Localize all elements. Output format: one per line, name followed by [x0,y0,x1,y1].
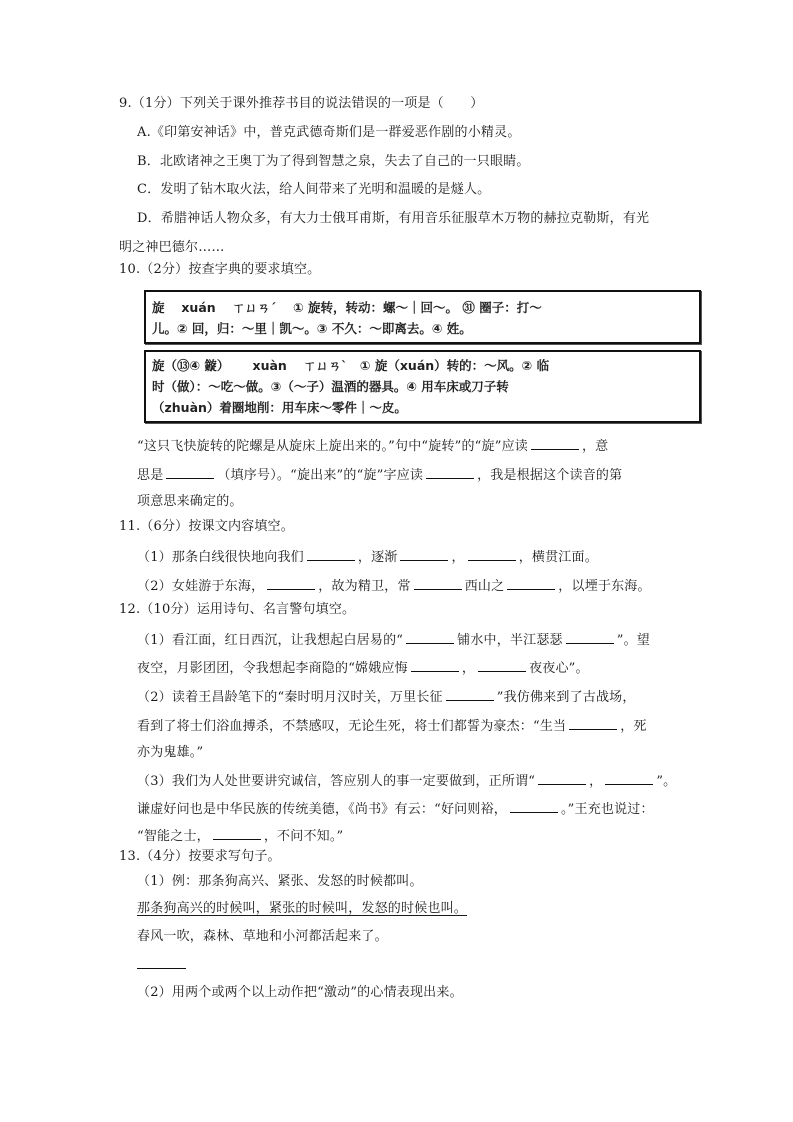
text: 谦虚好问也是中华民族的传统美德，《尚书》有云：“好问则裕， [137,802,507,817]
text: ，逐渐 [357,550,398,565]
text: ，意 [581,439,609,454]
q9-option-c: C．发明了钻木取火法，给人间带来了光明和温暖的是燧人。 [137,182,491,197]
blank[interactable] [468,547,516,561]
blank[interactable] [213,826,261,840]
q12-stem: 12.（10分）运用诗句、名言警句填空。 [119,602,356,617]
text: 夜空，月影团团，令我想起李商隐的“嫦娥应悔 [137,661,408,676]
blank-pinyin-2[interactable] [426,465,474,479]
q13-stem: 13.（4分）按要求写句子。 [119,849,281,864]
text: ，以堙于东海。 [558,579,651,594]
q9-option-a: A.《印第安神话》中，普克武德奇斯们是一群爱恶作剧的小精灵。 [137,125,521,140]
dict2-line3: （zhuàn）着圈地削：用车床～零件｜～皮。 [152,400,407,415]
text: 西山之 [464,579,505,594]
text: ，横贯江面。 [518,550,598,565]
q11-sentence-1 [137,547,598,567]
q9-stem: 9.（1分）下列关于课外推荐书目的说法错误的一项是（ ） [119,96,484,111]
blank-meaning-number[interactable] [166,465,214,479]
q10-text-line1 [137,436,608,456]
text: （填序号）。“旋出来”的“旋”字应读 [217,468,424,483]
dict2-line1: 旋（⑬④ 鏇） xuàn ㄒㄩㄢˋ ① 旋（xuán）转的：～风。② 临 [152,358,550,373]
text: （3）我们为人处世要讲究诚信，答应别人的事一定要做到，正所谓“ [137,774,536,789]
blank[interactable] [605,771,653,785]
q12-part3-line3 [137,826,343,846]
text: ，死 [620,719,647,734]
text: ， [589,774,603,789]
text: （1）那条白线很快地向我们 [137,550,304,565]
blank[interactable] [478,658,526,672]
q13-part1-instruction: （1）例：那条狗高兴、紧张、发怒的时候都叫。 [137,874,423,889]
blank[interactable] [566,630,614,644]
dict2-line2: 时（做）：～吃～做。③（～子）温酒的器具。④ 用车床或刀子转 [152,379,509,394]
q13-example-answer: 那条狗高兴的时候叫，紧张的时候叫，发怒的时候也叫。 [137,901,468,916]
blank[interactable] [510,799,558,813]
text: 思是 [137,468,164,483]
blank[interactable] [507,576,555,590]
blank[interactable] [411,658,459,672]
blank[interactable] [569,716,617,730]
q11-stem: 11.（6分）按课文内容填空。 [119,519,294,534]
blank[interactable] [446,687,494,701]
q12-part3-line2 [137,799,654,819]
q12-part1-line2 [137,658,589,678]
text: ，故为精卫，常 [318,579,411,594]
blank[interactable] [307,547,355,561]
dict1-line2: 儿。② 回，归：～里｜凯～。③ 不久：～即离去。④ 姓。 [152,321,472,336]
q12-part2-line1 [137,687,636,707]
text: 。”王充也说过： [560,802,654,817]
q12-part3-line1 [137,771,676,791]
text: ”。 [656,774,677,789]
text: ，我是根据这个读音的第 [477,468,623,483]
text: “这只飞快旋转的陀螺是从旋床上旋出来的。”句中“旋转”的“旋”应读 [137,439,528,454]
q9-option-d: D．希腊神话人物众多，有大力士俄耳甫斯，有用音乐征服草木万物的赫拉克勒斯，有光 [137,211,650,226]
text: ”我仿佛来到了古战场， [496,690,636,705]
q12-part2-line2 [137,716,647,736]
blank[interactable] [414,576,462,590]
q13-part2-instruction: （2）用两个或两个以上动作把“激动”的心情表现出来。 [137,985,463,1000]
text: 铺水中，半江瑟瑟 [457,633,563,648]
text: （2）读着王昌龄笔下的“秦时明月汉时关，万里长征 [137,690,443,705]
q9-option-b: B．北欧诸神之王奥丁为了得到智慧之泉，失去了自己的一只眼睛。 [137,154,530,169]
q12-part2-line3: 亦为鬼雄。” [137,745,204,760]
blank-pinyin-1[interactable] [531,436,579,450]
dictionary-entry-xuan4 [144,350,701,423]
q10-text-line2 [137,465,622,485]
blank[interactable] [406,630,454,644]
text: （1）看江面，红日西沉，让我想起白居易的“ [137,633,404,648]
q9-option-d-cont: 明之神巴德尔…… [119,240,225,255]
text: 夜夜心”。 [529,661,589,676]
q11-sentence-2 [137,576,651,596]
q10-text-line3: 项意思来确定的。 [137,494,243,509]
q10-stem: 10.（2分）按查字典的要求填空。 [119,262,321,277]
blank[interactable] [400,547,448,561]
text: “智能之士， [137,829,210,844]
text: ”。望 [616,633,650,648]
dict1-line1: 旋 xuán ㄒㄩㄢˊ ① 旋转，转动：螺～｜回～。 ㉛ 圈子：打～ [152,300,542,315]
blank[interactable] [538,771,586,785]
q12-part1-line1 [137,630,650,650]
text: ， [461,661,476,676]
text: 看到了将士们浴血搏杀，不禁感叹，无论生死，将士们都誓为豪杰：“生当 [137,719,567,734]
text: ，不问不知。” [263,829,344,844]
blank[interactable] [267,576,315,590]
q13-prompt-sentence: 春风一吹，森林、草地和小河都活起来了。 [137,929,388,944]
text: （2）女娃游于东海， [137,579,265,594]
q13-answer-line[interactable] [137,968,186,969]
text: ， [451,550,465,565]
dictionary-entry-xuan2 [144,290,701,344]
